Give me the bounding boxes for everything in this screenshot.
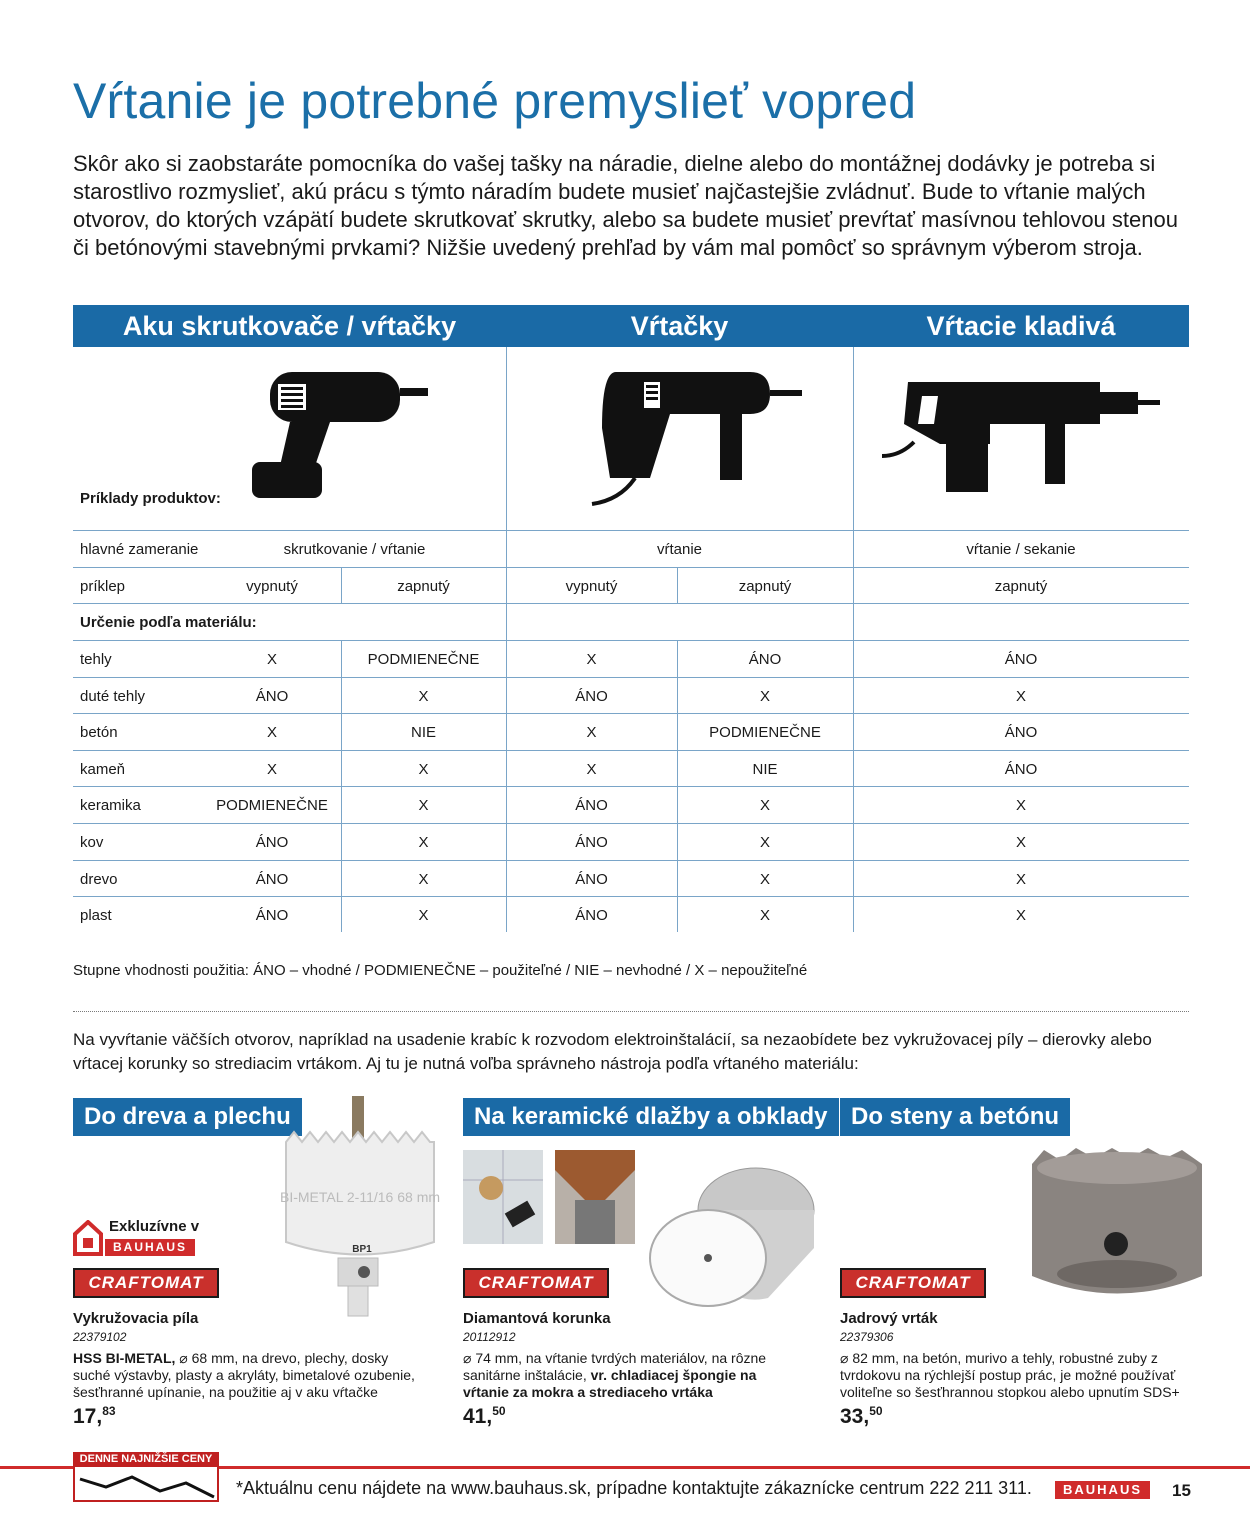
row-divider <box>73 750 1189 751</box>
product-description <box>73 1350 423 1401</box>
row-divider <box>73 713 1189 714</box>
exclusive-text: Exkluzívne v <box>109 1218 200 1235</box>
material-cell: X <box>1015 871 1026 888</box>
impact-cell: vypnutý <box>565 578 618 595</box>
diamond-core-bit-image <box>648 1158 818 1308</box>
table-header-bar <box>73 305 1189 347</box>
material-cell: X <box>759 797 770 814</box>
material-cell: X <box>586 651 597 668</box>
product-desc-text: ⌀ 68 mm, na drevo, plechy, dosky suché výstavby, plasty a akryláty, bimetalové ozubenie, šesťhranné upínanie, na použitie aj v aku vŕtačke <box>73 1350 415 1400</box>
impact-label: príklep <box>80 578 126 595</box>
price-zigzag-icon <box>76 1469 218 1499</box>
product-price <box>840 1404 883 1429</box>
material-row-label: tehly <box>80 651 112 668</box>
product-description <box>463 1350 793 1401</box>
product-price <box>73 1404 116 1429</box>
material-cell: ÁNO <box>255 871 289 888</box>
header-drills: Vŕtačky <box>630 311 729 341</box>
material-row-label: kov <box>80 834 104 851</box>
material-cell: X <box>418 688 429 705</box>
material-row-label: betón <box>80 724 118 741</box>
product-description: ⌀ 82 mm, na betón, murivo a tehly, robustné zuby z tvrdokovu na rýchlejší postup prác, je možné používať voliteľne so šesťhrannou stopkou alebo upnutím SDS+ <box>840 1350 1180 1400</box>
focus-hammers: vŕtanie / sekanie <box>966 541 1076 558</box>
material-cell: PODMIENEČNE <box>709 724 821 741</box>
material-cell: ÁNO <box>1004 724 1038 741</box>
hole-saw-brand: BP1 <box>352 1244 372 1255</box>
bauhaus-house-icon <box>73 1220 103 1256</box>
row-divider <box>73 567 1189 568</box>
core-drill-bit-image <box>1030 1146 1205 1316</box>
product-code: 22379102 <box>73 1330 127 1344</box>
header-cordless: Aku skrutkovače / vŕtačky <box>122 311 457 341</box>
header-hammers: Vŕtacie kladivá <box>926 311 1116 341</box>
material-cell: X <box>266 761 277 778</box>
corded-drill-icon <box>580 368 805 508</box>
material-cell: X <box>418 761 429 778</box>
price-main: 17, <box>73 1405 103 1428</box>
footnote: *Aktuálnu cenu nájdete na www.bauhaus.sk, prípadne kontaktujte zákaznícke centrum 222 211 311. <box>236 1478 1032 1498</box>
material-cell: X <box>759 907 770 924</box>
product-desc-text: ⌀ 74 mm, na vŕtanie tvrdých materiálov, na rôzne sanitárne inštalácie, <box>463 1350 767 1383</box>
row-divider <box>73 640 1189 641</box>
material-cell: NIE <box>752 761 778 778</box>
material-cell: X <box>1015 688 1026 705</box>
product-name: Diamantová korunka <box>463 1310 611 1327</box>
material-row-label: kameň <box>80 761 126 778</box>
material-cell: X <box>1015 834 1026 851</box>
material-cell: PODMIENEČNE <box>367 651 480 668</box>
row-divider <box>73 603 1189 604</box>
row-divider <box>73 823 1189 824</box>
price-cents: 50 <box>492 1404 506 1418</box>
page-title: Vŕtanie je potrebné premyslieť vopred <box>73 73 917 129</box>
material-cell: ÁNO <box>255 834 289 851</box>
product-name: Vykružovacia píla <box>73 1310 199 1327</box>
hole-saw-marking: BI-METAL 2-11/16 68 mm <box>280 1189 440 1205</box>
product-code: 22379306 <box>840 1330 894 1344</box>
material-cell: X <box>1015 797 1026 814</box>
ceramic-tile-photo <box>463 1150 643 1246</box>
row-divider <box>73 896 1189 897</box>
material-cell: ÁNO <box>748 651 782 668</box>
material-cell: X <box>266 724 277 741</box>
material-cell: X <box>759 834 770 851</box>
intro-paragraph: Skôr ako si zaobstaráte pomocníka do vašej tašky na náradie, dielne alebo do montážnej dodávky je potreba si starostlivo rozmyslieť, akú prácu s týmto náradím budete musieť najčastejšie zvládnuť. Bude to vŕtanie malých otvorov, do ktorých vzápätí budete skrutkovať skrutky, alebo sa budete musieť prevŕtať masívnou tehlovou stenou či betónovými stavebnými prvkami? Nižšie uvedený prehľad by vám mal pomôcť so správnym výberom stroja. <box>73 151 1178 260</box>
price-main: 33, <box>840 1405 870 1428</box>
material-label: Určenie podľa materiálu: <box>80 614 257 631</box>
material-cell: X <box>266 651 277 668</box>
impact-cell: zapnutý <box>994 578 1048 595</box>
impact-cell: zapnutý <box>738 578 792 595</box>
material-cell: X <box>759 871 770 888</box>
focus-cordless: skrutkovanie / vŕtanie <box>283 541 426 558</box>
material-cell: X <box>586 724 597 741</box>
product-desc-bold: HSS BI-METAL, <box>73 1350 176 1366</box>
material-row-label: plast <box>80 907 112 924</box>
focus-drills: vŕtanie <box>656 541 703 558</box>
craftomat-logo: CRAFTOMAT <box>463 1268 609 1298</box>
row-divider <box>73 677 1189 678</box>
material-cell: X <box>759 688 770 705</box>
craftomat-logo: CRAFTOMAT <box>840 1268 986 1298</box>
impact-cell: zapnutý <box>397 578 450 595</box>
material-cell: X <box>418 797 429 814</box>
focus-label: hlavné zameranie <box>80 541 199 558</box>
tag-concrete: Do steny a betónu <box>840 1098 1070 1136</box>
material-cell: ÁNO <box>575 907 608 924</box>
material-cell: X <box>418 871 429 888</box>
price-cents: 83 <box>102 1404 116 1418</box>
bauhaus-logo: BAUHAUS <box>1055 1481 1150 1499</box>
material-cell: PODMIENEČNE <box>216 797 328 814</box>
material-cell: ÁNO <box>575 834 608 851</box>
examples-label: Príklady produktov: <box>80 490 221 507</box>
product-code: 20112912 <box>463 1330 516 1344</box>
material-cell: NIE <box>410 724 436 741</box>
material-cell: ÁNO <box>575 797 608 814</box>
material-row-label: drevo <box>80 871 118 888</box>
row-divider <box>73 530 1189 531</box>
material-cell: ÁNO <box>255 688 289 705</box>
product-desc-bold: vr. chladiacej špongie na vŕtanie za mokra a strediaceho vrtáka <box>463 1367 757 1400</box>
price-cents: 50 <box>869 1404 883 1418</box>
material-cell: ÁNO <box>1004 761 1038 778</box>
exclusive-badge <box>73 1218 200 1258</box>
material-row-label: duté tehly <box>80 688 146 705</box>
product-price <box>463 1404 506 1429</box>
impact-cell: vypnutý <box>246 578 298 595</box>
exclusive-logo: BAUHAUS <box>105 1239 195 1256</box>
material-cell: ÁNO <box>1004 651 1038 668</box>
material-cell: ÁNO <box>575 871 608 888</box>
price-main: 41, <box>463 1405 493 1428</box>
craftomat-logo: CRAFTOMAT <box>73 1268 219 1298</box>
material-cell: X <box>418 834 429 851</box>
hole-saw-image <box>280 1092 440 1322</box>
tag-wood-metal: Do dreva a plechu <box>73 1098 302 1136</box>
product-name: Jadrový vrták <box>840 1310 938 1327</box>
material-cell: X <box>1015 907 1026 924</box>
tag-ceramic: Na keramické dlažby a obklady <box>463 1098 839 1136</box>
row-divider <box>73 860 1189 861</box>
row-divider <box>73 786 1189 787</box>
page-number: 15 <box>1172 1481 1191 1500</box>
cordless-drill-icon <box>250 366 430 502</box>
legend: Stupne vhodnosti použitia: ÁNO – vhodné / PODMIENEČNE – použiteľné / NIE – nevhodné / X – nepoužiteľné <box>73 962 808 979</box>
lowest-prices-label: DENNE NAJNIŽŠIE CENY <box>73 1452 219 1467</box>
material-cell: X <box>418 907 429 924</box>
holesaw-paragraph: Na vyvŕtanie väčších otvorov, napríklad na usadenie krabíc k rozvodom elektroinštalácií, sa nezaobídete bez vykružovacej píly – dierovky alebo vŕtacej korunky so strediacim vrtákom. Aj tu je nutná voľba správneho nástroja podľa vŕtaného materiálu: <box>73 1030 1152 1073</box>
dotted-divider <box>73 1011 1189 1012</box>
material-cell: ÁNO <box>255 907 289 924</box>
material-row-label: keramika <box>80 797 141 814</box>
material-cell: X <box>586 761 597 778</box>
material-cell: ÁNO <box>575 688 608 705</box>
rotary-hammer-icon <box>880 376 1165 496</box>
